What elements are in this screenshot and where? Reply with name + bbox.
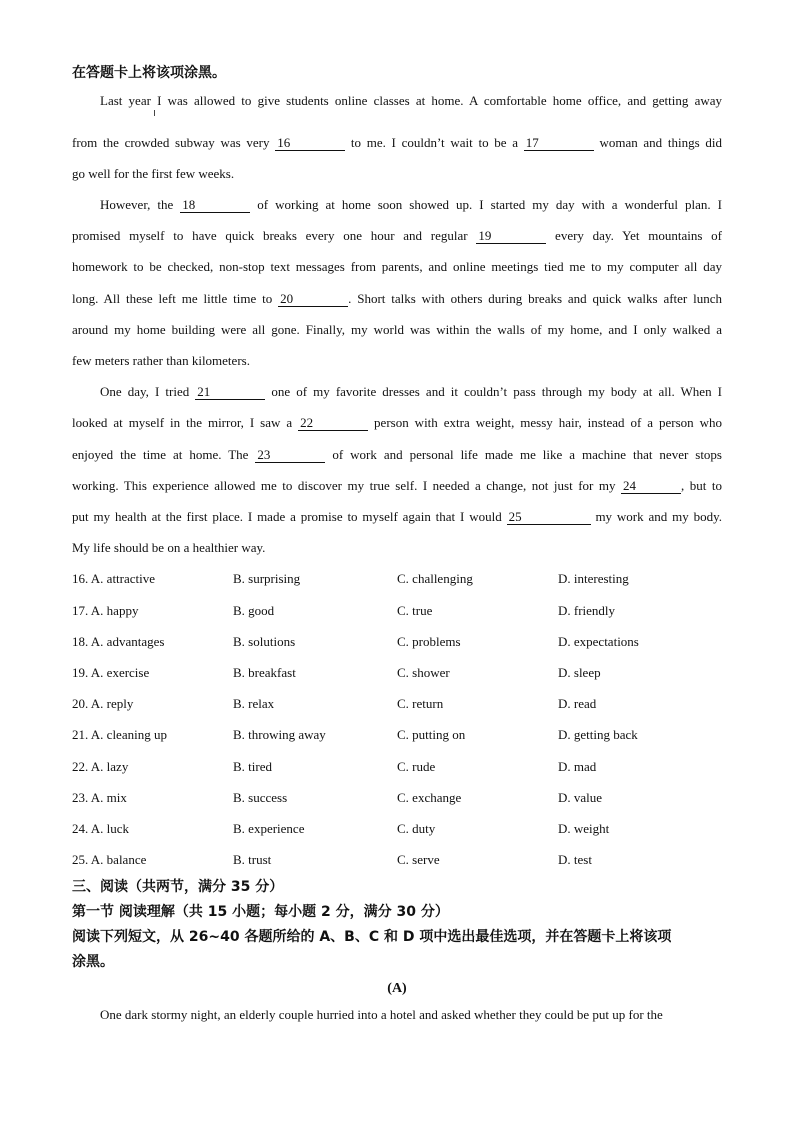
text-run: working. This experience allowed me to discover my true self. I needed a change, not just for my	[72, 478, 621, 493]
passage-p2-line5: around my home building were all gone. Finally, my world was within the walls of my home, and I only walked a	[72, 322, 722, 337]
option-16-c[interactable]: C. challenging	[397, 571, 473, 586]
text-run: of working at home soon showed up. I started my day with a wonderful plan. I	[250, 197, 722, 212]
option-23-b[interactable]: B. success	[233, 790, 288, 805]
text-run: put my health at the first place. I made a promise to myself again that I would	[72, 509, 507, 524]
option-row-18	[72, 633, 732, 651]
stray-mark	[154, 110, 155, 116]
passage-p3-line6: My life should be on a healthier way.	[72, 540, 266, 555]
option-21-c[interactable]: C. putting on	[397, 727, 466, 742]
passage-p1-line1: Last year I was allowed to give students online classes at home. A comfortable home office, and getting away	[100, 93, 722, 108]
blank-21[interactable]: 21	[195, 384, 265, 400]
blank-25[interactable]: 25	[507, 509, 591, 525]
text-run: , but to	[681, 478, 722, 493]
text-run: One day, I tried	[100, 384, 196, 399]
option-23-a[interactable]: 23. A. mix	[72, 790, 127, 805]
passage-p2-line3: homework to be checked, non-stop text messages from parents, and online meetings tied me to my computer all day	[72, 259, 722, 274]
blank-23[interactable]: 23	[255, 447, 325, 463]
passage-a-line1: One dark stormy night, an elderly couple hurried into a hotel and asked whether they could be put up for the	[100, 1007, 663, 1022]
option-24-c[interactable]: C. duty	[397, 821, 436, 836]
text-run: promised myself to have quick breaks every one hour and regular	[72, 228, 477, 243]
option-row-23	[72, 789, 732, 807]
option-25-d[interactable]: D. test	[558, 852, 592, 867]
passage-p1-line2	[72, 134, 722, 152]
option-25-a[interactable]: 25. A. balance	[72, 852, 147, 867]
passage-p3-line1	[100, 383, 722, 401]
instruction-tail: 在答题卡上将该项涂黑。	[72, 65, 226, 81]
option-row-22	[72, 758, 732, 776]
option-row-20	[72, 695, 732, 713]
option-18-c[interactable]: C. problems	[397, 634, 461, 649]
option-22-b[interactable]: B. tired	[233, 759, 272, 774]
passage-p2-line1	[100, 196, 722, 214]
option-24-b[interactable]: B. experience	[233, 821, 305, 836]
text-run: of work and personal life made me like a machine that never stops	[325, 447, 722, 462]
option-23-d[interactable]: D. value	[558, 790, 603, 805]
option-24-d[interactable]: D. weight	[558, 821, 610, 836]
option-20-c[interactable]: C. return	[397, 696, 444, 711]
passage-p2-line4	[72, 290, 722, 308]
option-19-b[interactable]: B. breakfast	[233, 665, 296, 680]
option-17-d[interactable]: D. friendly	[558, 603, 616, 618]
option-17-a[interactable]: 17. A. happy	[72, 603, 139, 618]
blank-17[interactable]: 17	[524, 135, 594, 151]
option-row-16	[72, 570, 732, 588]
option-21-a[interactable]: 21. A. cleaning up	[72, 727, 167, 742]
option-22-a[interactable]: 22. A. lazy	[72, 759, 129, 774]
text-run: every day. Yet mountains of	[546, 228, 722, 243]
option-19-a[interactable]: 19. A. exercise	[72, 665, 150, 680]
text-run: from the crowded subway was very	[72, 135, 276, 150]
text-run: woman and things did	[593, 135, 722, 150]
option-19-d[interactable]: D. sleep	[558, 665, 601, 680]
option-18-a[interactable]: 18. A. advantages	[72, 634, 165, 649]
passage-p3-line5	[72, 508, 722, 526]
option-17-c[interactable]: C. true	[397, 603, 433, 618]
section-instruction-line1: 阅读下列短文，从 26~40 各题所给的 A、B、C 和 D 项中选出最佳选项，并在答题卡上将该项	[72, 929, 672, 945]
option-18-d[interactable]: D. expectations	[558, 634, 639, 649]
passage-label: (A)	[387, 981, 407, 996]
passage-p1-line3: go well for the first few weeks.	[72, 166, 235, 181]
option-16-a[interactable]: 16. A. attractive	[72, 571, 156, 586]
blank-19[interactable]: 19	[476, 228, 546, 244]
blank-16[interactable]: 16	[275, 135, 345, 151]
option-row-17	[72, 602, 732, 620]
section-instruction-line2: 涂黑。	[72, 954, 114, 970]
option-21-b[interactable]: B. throwing away	[233, 727, 326, 742]
option-row-24	[72, 820, 732, 838]
text-run: enjoyed the time at home. The	[72, 447, 256, 462]
option-24-a[interactable]: 24. A. luck	[72, 821, 130, 836]
section-heading: 三、阅读（共两节，满分 35 分）	[72, 879, 284, 895]
option-20-d[interactable]: D. read	[558, 696, 597, 711]
option-21-d[interactable]: D. getting back	[558, 727, 638, 742]
text-run: However, the	[100, 197, 181, 212]
passage-p3-line3	[72, 446, 722, 464]
option-22-c[interactable]: C. rude	[397, 759, 436, 774]
option-23-c[interactable]: C. exchange	[397, 790, 462, 805]
option-row-19	[72, 664, 732, 682]
option-20-a[interactable]: 20. A. reply	[72, 696, 134, 711]
option-row-21	[72, 726, 732, 744]
option-18-b[interactable]: B. solutions	[233, 634, 296, 649]
option-22-d[interactable]: D. mad	[558, 759, 597, 774]
option-16-d[interactable]: D. interesting	[558, 571, 629, 586]
option-25-c[interactable]: C. serve	[397, 852, 440, 867]
blank-22[interactable]: 22	[298, 415, 368, 431]
passage-p3-line2	[72, 414, 722, 432]
blank-24[interactable]: 24	[621, 478, 681, 494]
option-row-25	[72, 851, 732, 869]
option-17-b[interactable]: B. good	[233, 603, 275, 618]
text-run: to me. I couldn’t wait to be a	[345, 135, 524, 150]
passage-p2-line6: few meters rather than kilometers.	[72, 353, 250, 368]
blank-20[interactable]: 20	[278, 291, 348, 307]
text-run: person with extra weight, messy hair, instead of a person who	[368, 415, 722, 430]
text-run: one of my favorite dresses and it couldn’t pass through my body at all. When I	[265, 384, 722, 399]
text-run: long. All these left me little time to	[72, 291, 279, 306]
part-heading: 第一节 阅读理解（共 15 小题；每小题 2 分，满分 30 分）	[72, 904, 449, 920]
passage-p3-line4	[72, 477, 722, 495]
text-run: looked at myself in the mirror, I saw a	[72, 415, 299, 430]
blank-18[interactable]: 18	[180, 197, 250, 213]
text-run: my work and my body.	[590, 509, 722, 524]
option-16-b[interactable]: B. surprising	[233, 571, 301, 586]
option-20-b[interactable]: B. relax	[233, 696, 275, 711]
passage-p2-line2	[72, 227, 722, 245]
option-25-b[interactable]: B. trust	[233, 852, 272, 867]
text-run: . Short talks with others during breaks and quick walks after lunch	[348, 291, 723, 306]
option-19-c[interactable]: C. shower	[397, 665, 450, 680]
